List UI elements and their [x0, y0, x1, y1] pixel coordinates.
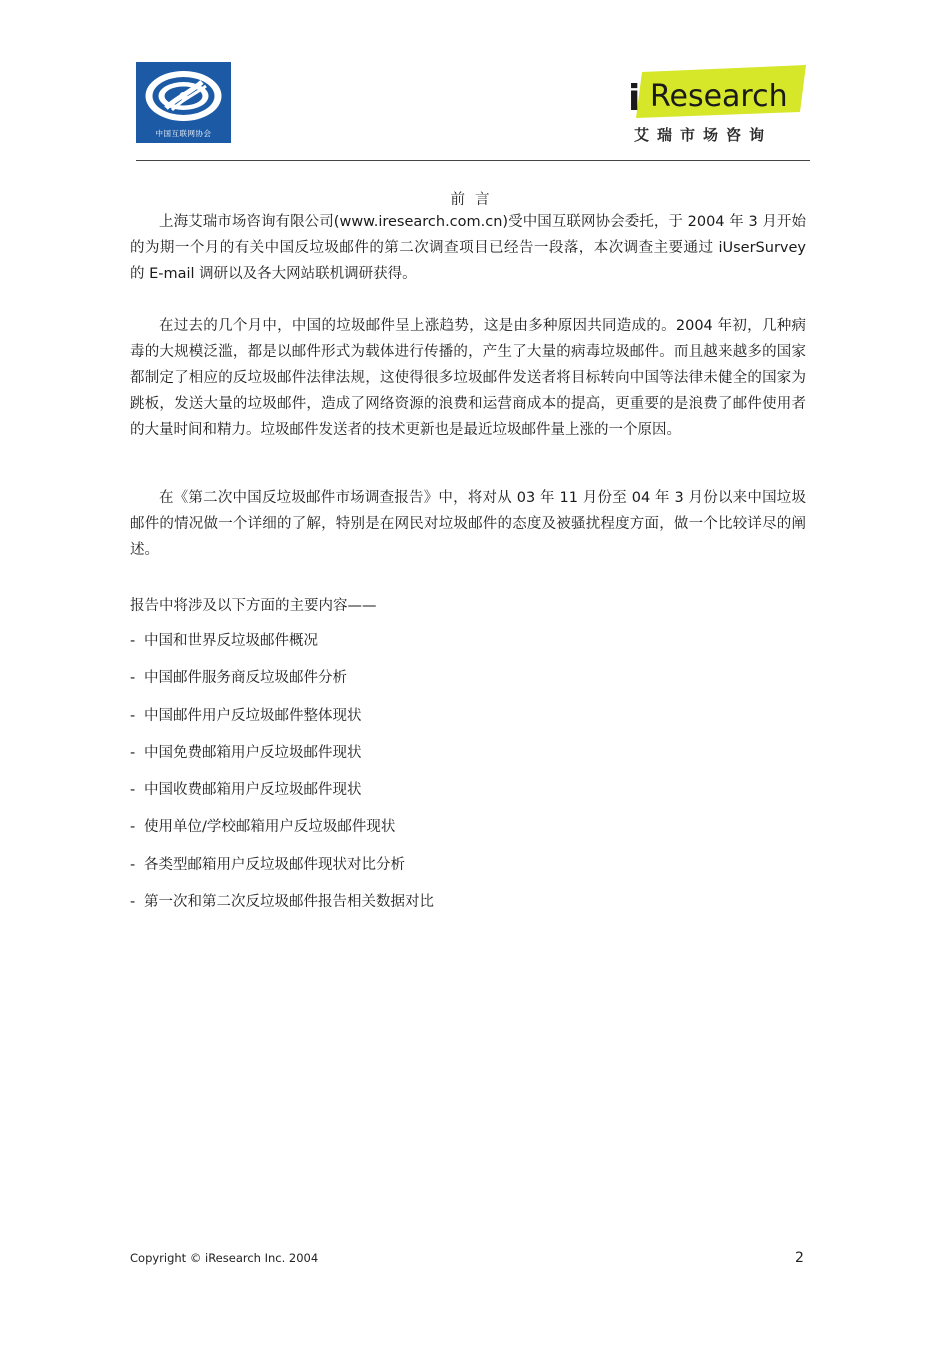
- iresearch-i: i: [628, 78, 641, 119]
- iresearch-chinese-name: 艾瑞市场咨询: [634, 126, 773, 144]
- list-item: [130, 851, 434, 888]
- list-marker: -: [130, 633, 136, 649]
- list-marker: -: [130, 894, 136, 911]
- list-item-text: 第一次和第二次反垃圾邮件报告相关数据对比: [144, 894, 434, 911]
- list-item-text: 中国和世界反垃圾邮件概况: [144, 633, 318, 649]
- list-marker: -: [130, 707, 136, 724]
- isc-logo-caption: 中国互联网协会: [155, 129, 212, 138]
- iresearch-logo: [622, 62, 812, 152]
- list-item-text: 各类型邮箱用户反垃圾邮件现状对比分析: [144, 856, 405, 873]
- page-title: 前言: [450, 192, 500, 208]
- list-item-text: 中国免费邮箱用户反垃圾邮件现状: [144, 744, 362, 761]
- paragraph-scope: 在《第二次中国反垃圾邮件市场调查报告》中，将对从 03 年 11 月份至 04 年 3 月份以来中国垃圾邮件的情况做一个详细的了解，特别是在网民对垃圾邮件的态度及被骚扰程度方面，做一个比较详尽的阐述。: [130, 490, 806, 558]
- list-item: [130, 702, 434, 739]
- list-marker: -: [130, 819, 136, 836]
- iresearch-name: Research: [650, 79, 788, 114]
- paragraph-background: 在过去的几个月中，中国的垃圾邮件呈上涨趋势，这是由多种原因共同造成的。2004 年初，几种病毒的大规模泛滥，都是以邮件形式为载体进行传播的，产生了大量的病毒垃圾邮件。而且越来越多的国家都制定了相应的反垃圾邮件法律法规，这使得很多垃圾邮件发送者将目标转向中国等法律未健全的国家为跳板，发送大量的垃圾邮件，造成了网络资源的浪费和运营商成本的提高，更重要的是浪费了邮件使用者的大量时间和精力。垃圾邮件发送者的技术更新也是最近垃圾邮件量上涨的一个原因。: [130, 318, 806, 438]
- isc-logo: [136, 62, 231, 143]
- list-item: [130, 888, 434, 925]
- iresearch-wordmark-icon: [622, 62, 812, 124]
- list-item-text: 中国邮件服务商反垃圾邮件分析: [144, 670, 347, 687]
- header-divider: [136, 160, 810, 161]
- footer-copyright: Copyright © iResearch Inc. 2004: [130, 1251, 319, 1265]
- list-item: [130, 813, 434, 850]
- list-item: [130, 776, 434, 813]
- list-item: [130, 664, 434, 701]
- list-marker: -: [130, 670, 136, 687]
- list-marker: -: [130, 856, 136, 873]
- list-item: [130, 627, 434, 664]
- list-item-text: 中国收费邮箱用户反垃圾邮件现状: [144, 782, 362, 799]
- paragraph-intro: 上海艾瑞市场咨询有限公司(www.iresearch.com.cn)受中国互联网协会委托，于 2004 年 3 月开始的为期一个月的有关中国反垃圾邮件的第二次调查项目已经告一段落，本次调查主要通过 iUserSurvey 的 E-mail 调研以及各大网站联机调研获得。: [130, 214, 806, 282]
- list-marker: -: [130, 782, 136, 799]
- page-number: 2: [795, 1250, 804, 1266]
- list-marker: -: [130, 744, 136, 761]
- contents-list: [130, 627, 434, 925]
- list-item-text: 中国邮件用户反垃圾邮件整体现状: [144, 707, 362, 724]
- list-item: [130, 739, 434, 776]
- contents-intro: 报告中将涉及以下方面的主要内容——: [130, 598, 377, 614]
- list-item-text: 使用单位/学校邮箱用户反垃圾邮件现状: [144, 819, 396, 836]
